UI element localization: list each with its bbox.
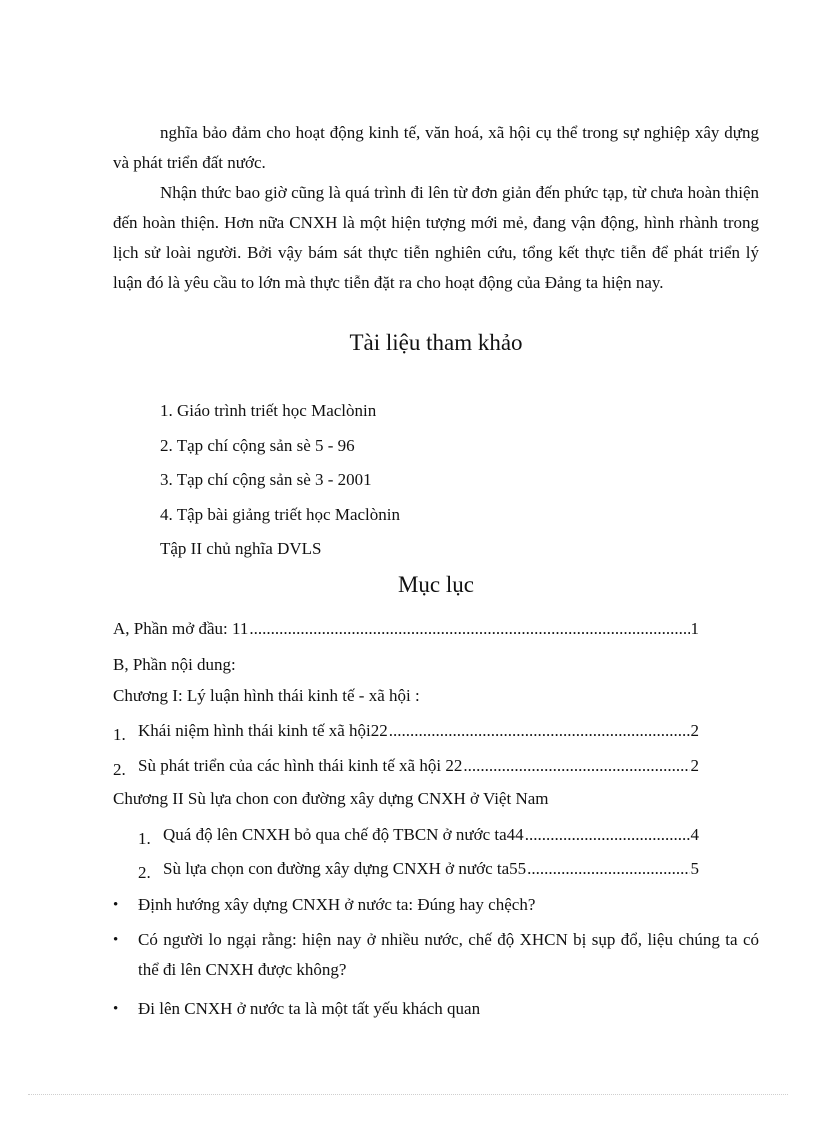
toc-leader [249,614,689,644]
reference-item: 3. Tạp chí cộng sản sè 3 - 2001 [160,470,372,489]
toc-bullet-item [113,925,759,985]
reference-item: 1. Giáo trình triết học Maclònin [160,401,377,420]
toc-leader [389,716,690,746]
toc-leader [463,751,689,781]
toc-page-number: 2 [690,756,699,775]
bullet-text: Có người lo ngại rằng: hiện nay ở nhiều nước, chế độ XHCN bị sụp đổ, liệu chúng ta có thể đi lên CNXH được không? [138,930,759,979]
bullet-text: Đi lên CNXH ở nước ta là một tất yếu khách quan [138,999,481,1018]
references-heading: Tài liệu tham khảo [349,330,523,355]
toc-entry-text: Sù phát triển của các hình thái kinh tế xã hội 22 [138,756,463,775]
bullet-icon: • [113,897,119,913]
toc-entry-text: Khái niệm hình thái kinh tế xã hội22 [138,721,388,740]
toc-entry [138,854,699,884]
toc-entry [113,751,699,781]
toc-entry-number: 2. [113,760,126,779]
toc-entry-text: A, Phần mở đầu: 11 [113,619,249,638]
toc-page-number: 1 [690,619,699,638]
toc-entry [113,716,699,746]
toc-chapter-2: Chương II Sù lựa chon con đường xây dựng CNXH ở Việt Nam [113,789,549,808]
toc-entry-part-a [113,614,699,644]
toc-heading: Mục lục [397,572,474,597]
bullet-text: Định hướng xây dựng CNXH ở nước ta: Đúng hay chệch? [138,895,536,914]
reference-item: 4. Tập bài giảng triết học Maclònin [160,504,400,524]
toc-entry-part-b: B, Phần nội dung: [113,655,236,674]
toc-entry-number: 1. [138,829,151,848]
page-bottom-divider [28,1094,788,1095]
toc-page-number: 2 [690,721,699,740]
reference-item: Tập II chủ nghĩa DVLS [160,539,322,558]
toc-page-number: 5 [690,859,699,878]
toc-bullet-item [113,994,759,1024]
toc-page-number: 4 [690,825,699,844]
toc-chapter-1: Chương I: Lý luận hình thái kinh tế - xã hội : [113,686,420,705]
bullet-icon: • [113,1001,119,1017]
toc-entry-number: 1. [113,725,126,744]
toc-entry-text: Sù lựa chọn con đường xây dựng CNXH ở nước ta55 [163,859,527,878]
toc-entry-number: 2. [138,863,151,882]
toc-leader [527,854,689,884]
toc-bullet-item [113,890,759,920]
references-list [160,396,400,569]
toc-entry-text: Quá độ lên CNXH bỏ qua chế độ TBCN ở nước ta44 [163,825,524,844]
reference-item: 2. Tạp chí cộng sản sè 5 - 96 [160,435,355,455]
bullet-icon: • [113,932,119,948]
toc-leader [525,820,690,850]
toc-entry [138,820,699,850]
body-paragraph-1: nghĩa bảo đảm cho hoạt động kinh tế, văn hoá, xã hội cụ thể trong sự nghiệp xây dựng và phát triển đất nước. [113,123,759,172]
body-paragraph-2: Nhận thức bao giờ cũng là quá trình đi lên từ đơn giản đến phức tạp, từ chưa hoàn thiện đến hoàn thiện. Hơn nữa CNXH là một hiện tượng mới mẻ, đang vận động, hình rhành trong lịch sử loài người. Bởi vậy bám sát thực tiễn nghiên cứu, tổng kết thực tiễn để phát triển lý luận đó là yêu cầu to lớn mà thực tiễn đặt ra cho hoạt động của Đảng ta hiện nay. [113,183,759,292]
